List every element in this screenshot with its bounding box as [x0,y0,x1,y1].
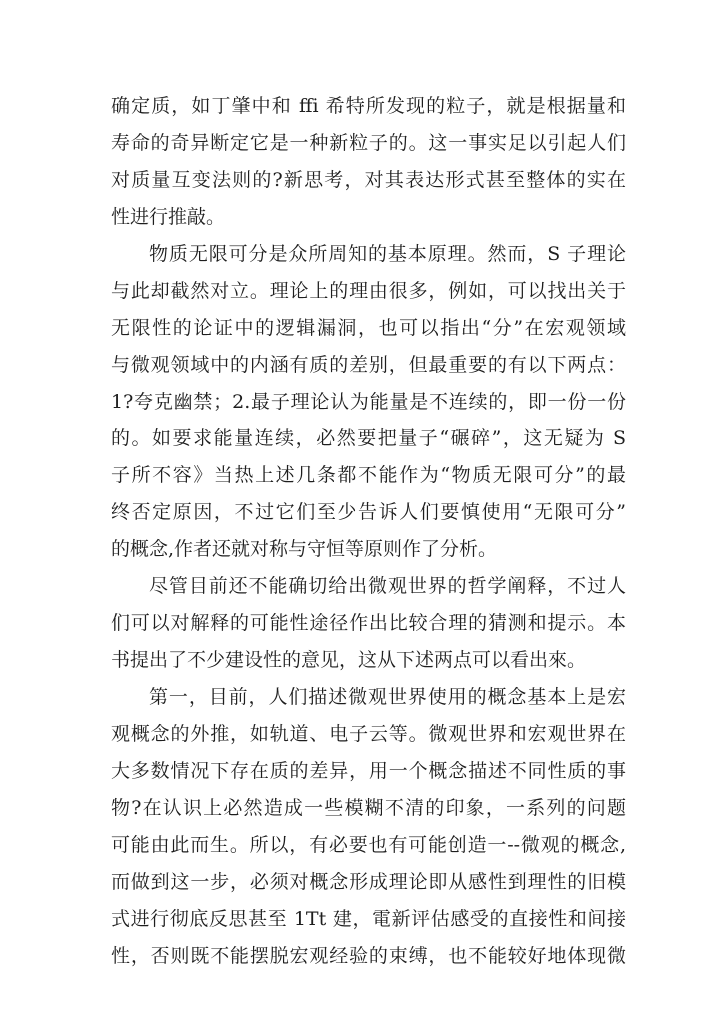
text-line: 与此却截然对立。理论上的理由很多，例如，可以找出关于 [111,279,626,302]
text-line: 书提出了不少建设性的意见，这从下述两点可以看出來。 [111,649,587,672]
text-line: 的。如要求能量连续，必然要把量子“碾碎”，这无疑为 S [111,427,626,450]
text-line: 确定质，如丁肇中和 ffi 希特所发现的粒子，就是根据量和 [111,95,626,117]
text-line: 观概念的外推，如轨道、电子云等。微观世界和宏观世界在 [111,722,626,745]
paragraph-first-line: 尽管目前还不能确切给出微观世界的哲学阐释，不过人 [149,575,626,598]
text-line: 子所不容》当热上述几条都不能作为“物质无限可分”的最 [111,464,626,487]
text-line: 可能由此而生。所以，有必要也有可能创造一--微观的概念, [111,833,626,856]
text-line: 式进行彻底反思甚至 1Tt 建，電新评估感受的直接性和间接 [111,907,626,930]
text-line: 性进行推敲。 [111,205,226,228]
text-line: 与微观领域中的内涵有质的差别，但最重要的有以下两点： [111,353,626,376]
text-line: 寿命的奇异断定它是一种新粒子的。这一事实足以引起人们 [111,131,626,154]
text-line: 而做到这一步，必须对概念形成理论即从感性到理性的旧模 [111,870,626,893]
text-line: 1?夸克幽禁；2.最子理论认为能量是不连续的，即一份一份 [111,390,626,413]
text-line: 大多数情况下存在质的差异，用一个概念描述不同性质的事 [111,759,626,782]
text-line: 终否定原因，不过它们至少告诉人们要慎使用“无限可分” [111,501,626,524]
paragraph-first-line: 第一，目前，人们描述微观世界使用的概念基本上是宏 [149,686,626,708]
body-text [111,88,626,975]
paragraph-first-line: 物质无限可分是众所周知的基本原理。然而，S 子理论 [149,242,626,265]
text-line: 们可以对解释的可能性途径作出比较合理的猜测和提示。本 [111,612,626,635]
text-line: 性，否则既不能摆脱宏观经验的束缚，也不能较好地体现微 [111,944,626,967]
text-line: 物?在认识上必然造成一些模糊不清的印象，一系列的问题 [111,796,626,819]
text-line: 对质量互变法则的?新思考，对其表达形式甚至整体的实在 [111,168,626,191]
text-line: 无限性的论证中的逻辑漏洞，也可以指出“分”在宏观领域 [111,316,626,339]
text-line: 的概念,作者还就对称与守恒等原则作了分析。 [111,538,498,561]
